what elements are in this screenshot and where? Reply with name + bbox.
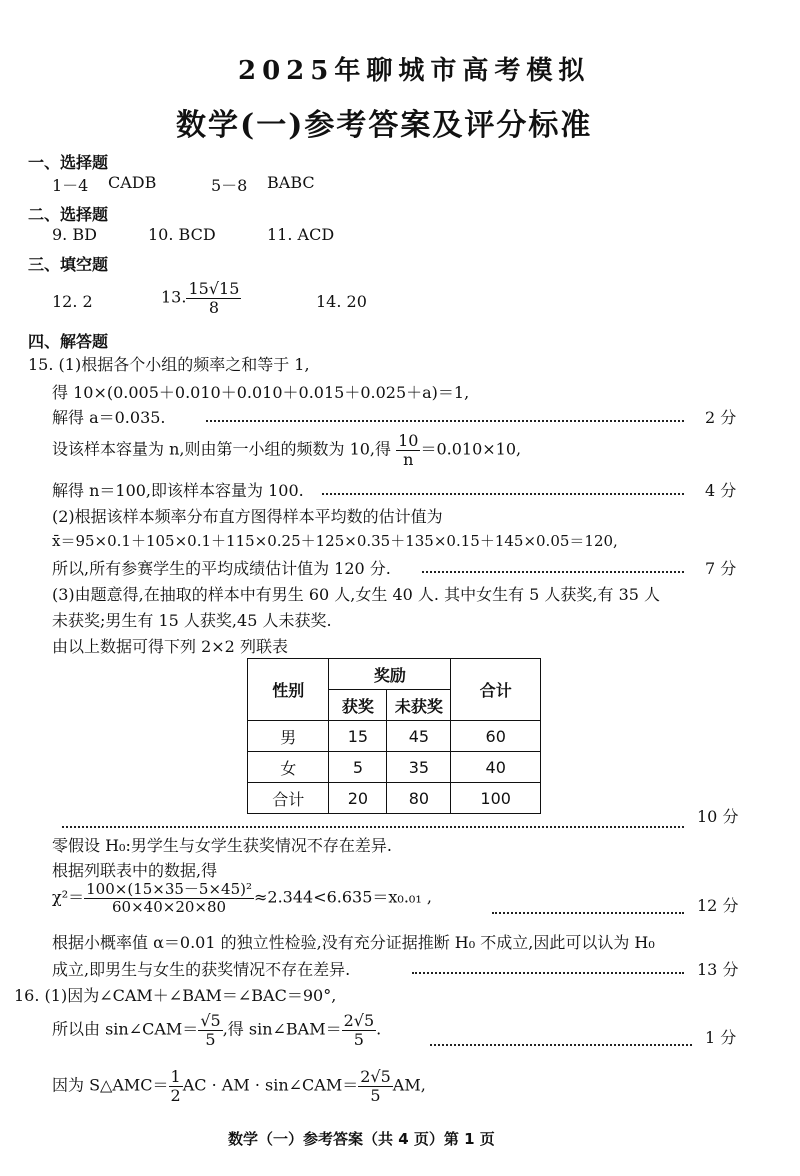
table-cell-label: 女 — [248, 752, 329, 783]
answer-14: 14. 20 — [316, 292, 367, 311]
page-footer: 数学（一）参考答案（共 4 页）第 1 页 — [228, 1130, 495, 1148]
fraction-den: 5 — [205, 1029, 216, 1049]
q15-line-8: 所以,所有参赛学生的平均成绩估计值为 120 分. — [52, 559, 391, 578]
q15-line-7: x̄＝95×0.1＋105×0.1＋115×0.25＋125×0.35＋135×0.15＋145×0.05＝120, — [52, 532, 618, 550]
q16-line-1: 16. (1)因为∠CAM＋∠BAM＝∠BAC＝90°, — [14, 986, 337, 1005]
score-leader — [62, 826, 684, 828]
table-row — [248, 783, 541, 814]
table-cell-won: 5 — [329, 752, 387, 783]
q15-line-13: 根据列联表中的数据,得 — [52, 861, 218, 880]
answer-1-4-label: 1－4 — [52, 176, 89, 195]
section-heading-multi-choice: 二、选择题 — [28, 205, 109, 224]
table-cell-total: 100 — [451, 783, 541, 814]
q16-line-3-tail: AM, — [392, 1075, 426, 1095]
score-leader — [412, 972, 684, 974]
score-leader — [322, 493, 684, 495]
q16-line-2-text: 所以由 sin∠CAM＝ — [52, 1019, 199, 1039]
section-heading-fill-blank: 三、填空题 — [28, 255, 109, 274]
half-fraction — [169, 1068, 183, 1104]
q15-line-11: 由以上数据可得下列 2×2 列联表 — [52, 637, 288, 656]
table-row — [248, 721, 541, 752]
two-root5-fraction — [358, 1068, 393, 1104]
answer-1-4-value: CADB — [108, 173, 157, 192]
answer-5-8-label: 5－8 — [211, 176, 248, 195]
answer-13 — [161, 280, 241, 316]
table-cell-total: 60 — [451, 721, 541, 752]
table-cell-total: 40 — [451, 752, 541, 783]
score-leader — [206, 420, 684, 422]
answer-13-numerator: 15√15 — [188, 279, 240, 298]
q15-line-3: 解得 a＝0.035. — [52, 408, 166, 427]
q15-line-6: (2)根据该样本频率分布直方图得样本平均数的估计值为 — [52, 507, 443, 526]
fraction-num: 2√5 — [360, 1067, 391, 1086]
q15-line-12: 零假设 H₀:男学生与女学生获奖情况不存在差异. — [52, 836, 392, 855]
fraction-den: 2 — [170, 1085, 181, 1105]
q16-line-2 — [52, 1012, 381, 1048]
table-cell-won: 20 — [329, 783, 387, 814]
fraction-num: 2√5 — [343, 1011, 375, 1030]
score-leader — [422, 571, 684, 573]
answer-12: 12. 2 — [52, 292, 93, 311]
page-title: 数学(一)参考答案及评分标准 — [176, 108, 593, 143]
table-cell-label: 男 — [248, 721, 329, 752]
table-cell-won: 15 — [329, 721, 387, 752]
chi-square-formula — [52, 881, 432, 915]
q15-line-1: 15. (1)根据各个小组的频率之和等于 1, — [28, 355, 310, 374]
answer-10: 10. BCD — [148, 225, 216, 244]
answer-11: 11. ACD — [267, 225, 335, 244]
fraction-den: 5 — [353, 1029, 364, 1049]
q16-line-2-mid: ,得 sin∠BAM＝ — [222, 1019, 342, 1039]
table-header-won: 获奖 — [329, 690, 387, 721]
score-4: 4 分 — [705, 481, 737, 500]
score-leader — [492, 912, 684, 914]
score-13: 13 分 — [697, 960, 739, 979]
answer-9: 9. BD — [52, 225, 97, 244]
q15-line-14: 根据小概率值 α＝0.01 的独立性检验,没有充分证据推断 H₀ 不成立,因此可以认为 H₀ — [52, 933, 655, 952]
q15-line-4-text: 设该样本容量为 n,则由第一小组的频数为 10,得 — [52, 439, 392, 459]
chi-square-fraction — [84, 881, 254, 915]
table-cell-not-won: 45 — [387, 721, 451, 752]
table-header-award: 奖励 — [329, 659, 451, 690]
fraction-den: 5 — [370, 1085, 381, 1105]
answer-13-denominator: 8 — [208, 297, 219, 317]
answer-13-fraction — [186, 280, 241, 316]
q15-line-9: (3)由题意得,在抽取的样本中有男生 60 人,女生 40 人. 其中女生有 5 人获奖,有 35 人 — [52, 585, 661, 604]
score-12: 12 分 — [697, 896, 739, 915]
q15-fraction-den: n — [403, 449, 414, 469]
table-header-total: 合计 — [451, 659, 541, 721]
q15-line-10: 未获奖;男生有 15 人获奖,45 人未获奖. — [52, 611, 332, 630]
table-row — [248, 752, 541, 783]
q15-line-4-tail: ＝0.010×10, — [420, 439, 522, 459]
q16-line-3 — [52, 1068, 426, 1104]
table-cell-not-won: 80 — [387, 783, 451, 814]
score-10: 10 分 — [697, 807, 739, 826]
sin-cam-fraction — [198, 1012, 222, 1048]
fraction-num: 1 — [170, 1067, 181, 1086]
q16-line-3-mid: AC · AM · sin∠CAM＝ — [182, 1075, 359, 1095]
section-heading-choice: 一、选择题 — [28, 153, 109, 172]
q16-line-3-text: 因为 S△AMC＝ — [52, 1075, 169, 1095]
q15-fraction-10-n — [396, 432, 420, 468]
q16-line-2-tail: . — [376, 1019, 382, 1039]
q15-line-2: 得 10×(0.005＋0.010＋0.010＋0.015＋0.025＋a)＝1, — [52, 383, 470, 402]
chi-square-denominator: 60×40×20×80 — [112, 897, 227, 916]
sin-bam-fraction — [342, 1012, 377, 1048]
q15-line-5: 解得 n＝100,即该样本容量为 100. — [52, 481, 304, 500]
chi-square-lhs: χ²＝ — [52, 887, 85, 907]
table-cell-label: 合计 — [248, 783, 329, 814]
q15-line-4 — [52, 432, 521, 468]
q15-fraction-num: 10 — [398, 431, 419, 450]
q15-line-15: 成立,即男生与女生的获奖情况不存在差异. — [52, 960, 351, 979]
score-7: 7 分 — [705, 559, 737, 578]
table-header-gender: 性别 — [248, 659, 329, 721]
score-leader — [430, 1044, 692, 1046]
contingency-table — [247, 658, 541, 814]
chi-square-numerator: 100×(15×35－5×45)² — [86, 880, 252, 898]
table-header-not-won: 未获奖 — [387, 690, 451, 721]
chi-square-rhs: ≈2.344<6.635＝x₀.₀₁ , — [253, 887, 432, 907]
score-1: 1 分 — [705, 1028, 737, 1047]
answer-13-prefix: 13. — [161, 287, 187, 307]
exam-title: 2025年聊城市高考模拟 — [238, 56, 591, 86]
section-heading-solutions: 四、解答题 — [28, 332, 109, 351]
answer-5-8-value: BABC — [267, 173, 315, 192]
score-2: 2 分 — [705, 408, 737, 427]
fraction-num: √5 — [200, 1011, 221, 1030]
table-cell-not-won: 35 — [387, 752, 451, 783]
